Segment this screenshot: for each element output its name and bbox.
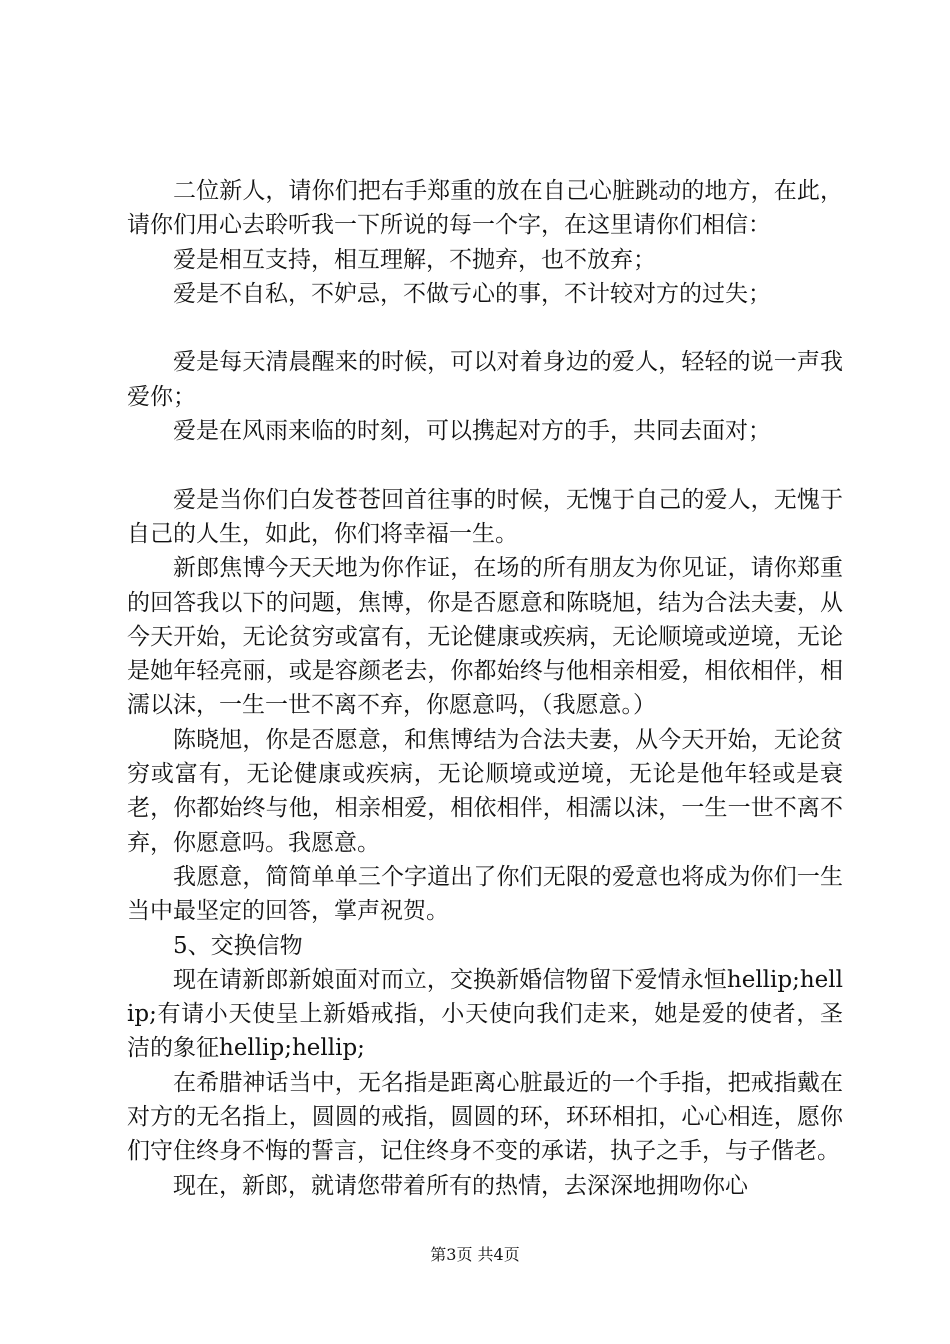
page-number: 第3页 共4页 — [430, 1245, 520, 1264]
blank-line — [127, 311, 843, 345]
paragraph-love-support: 爱是相互支持，相互理解，不抛弃，也不放弃； — [173, 246, 656, 273]
paragraph-love-selfless: 爱是不自私，不妒忌，不做亏心的事，不计较对方的过失； — [173, 280, 771, 307]
paragraph-vows-intro: 二位新人，请你们把右手郑重的放在自己心脏跳动的地方，在此，请你们用心去聆听我一下所说的每一个字，在这里请你们相信： — [127, 178, 843, 239]
document-body — [127, 174, 843, 1203]
paragraph-bride-vow: 陈晓旭，你是否愿意，和焦博结为合法夫妻，从今天开始，无论贫穷或富有，无论健康或疾病，无论顺境或逆境，无论是他年轻或是衰老，你都始终与他，相亲相爱，相依相伴，相濡以沫，一生一世不离不弃，你愿意吗。我愿意。 — [127, 726, 843, 856]
paragraph-i-do: 我愿意，简简单单三个字道出了你们无限的爱意也将成为你们一生当中最坚定的回答，掌声祝贺。 — [127, 863, 843, 925]
paragraph-groom-vow: 新郎焦博今天天地为你作证，在场的所有朋友为你见证，请你郑重的回答我以下的问题，焦博，你是否愿意和陈晓旭，结为合法夫妻，从今天开始，无论贫穷或富有，无论健康或疾病，无论顺境或逆境，无论是她年轻亮丽，或是容颜老去，你都始终与他相亲相爱，相依相伴，相濡以沫，一生一世不离不弃，你愿意吗，（我愿意。） — [127, 555, 843, 719]
paragraph-ring-myth: 在希腊神话当中，无名指是距离心脏最近的一个手指，把戒指戴在对方的无名指上，圆圆的戒指，圆圆的环，环环相扣，心心相连，愿你们守住终身不悔的誓言，记住终身不变的承诺，执子之手，与子偕老。 — [127, 1069, 843, 1165]
paragraph-love-old-age: 爱是当你们白发苍苍回首往事的时候，无愧于自己的爱人，无愧于自己的人生，如此，你们将幸福一生。 — [127, 486, 843, 547]
paragraph-love-morning: 爱是每天清晨醒来的时候，可以对着身边的爱人，轻轻的说一声我爱你； — [127, 349, 843, 410]
section-heading-exchange-rings: 5、交换信物 — [173, 932, 303, 959]
paragraph-groom-kiss: 现在，新郎，就请您带着所有的热情，去深深地拥吻你心 — [173, 1172, 748, 1199]
paragraph-love-storm: 爱是在风雨来临的时刻，可以携起对方的手，共同去面对； — [173, 418, 771, 445]
paragraph-ring-exchange: 现在请新郎新娘面对而立，交换新婚信物留下爱情永恒hellip;hellip;有请小天使呈上新婚戒指，小天使向我们走来，她是爱的使者，圣洁的象征hellip;hellip; — [127, 966, 843, 1062]
blank-line — [127, 448, 843, 482]
